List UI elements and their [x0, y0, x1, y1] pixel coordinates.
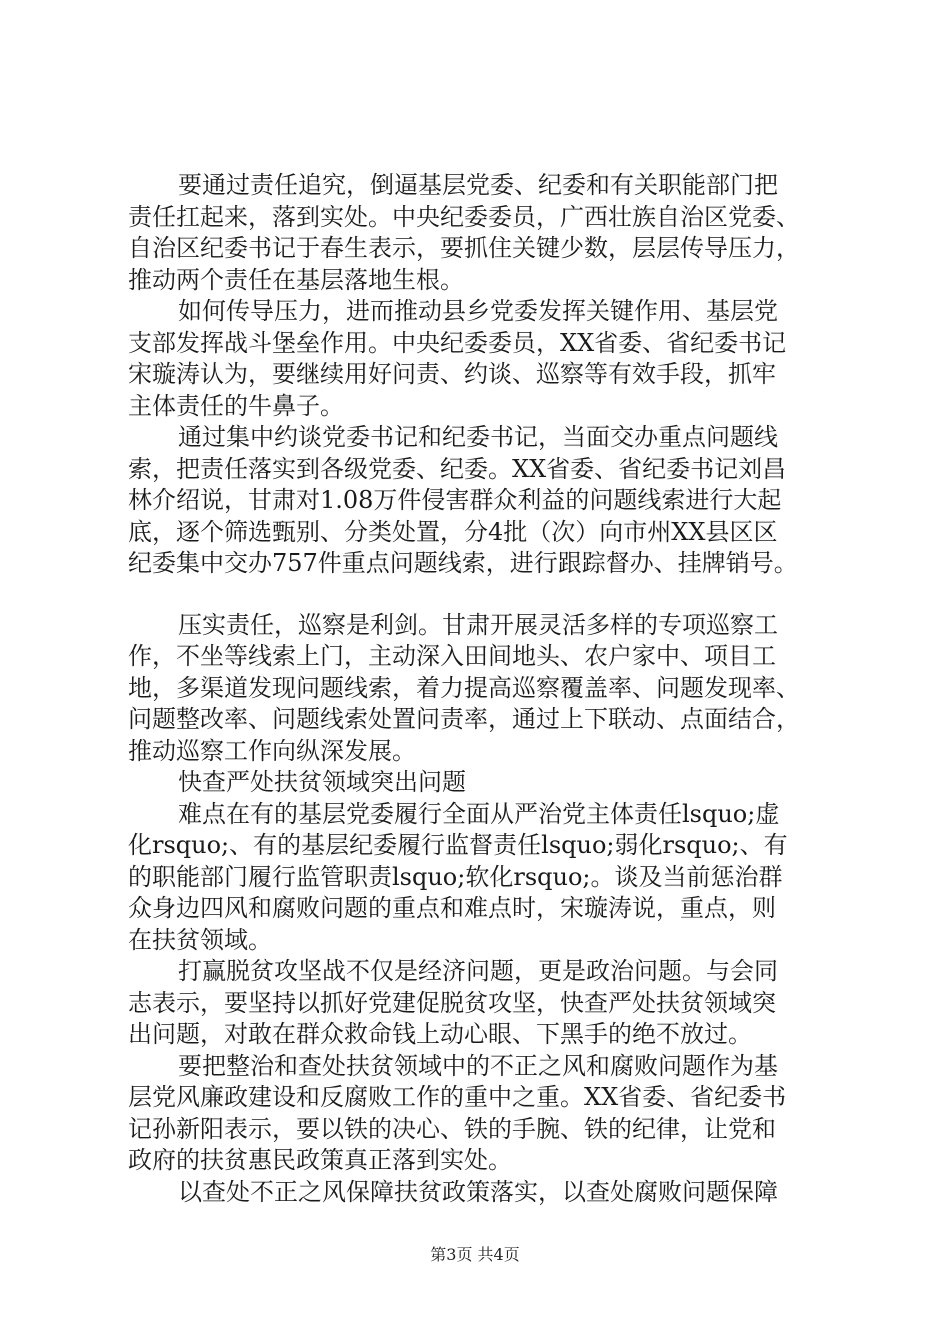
- paragraph-line: 纪委集中交办757件重点问题线索，进行跟踪督办、挂牌销号。: [128, 549, 798, 577]
- section-heading: 快查严处扶贫领域突出问题: [178, 768, 466, 796]
- paragraph-line: 难点在有的基层党委履行全面从严治党主体责任lsquo;虚: [178, 799, 780, 828]
- paragraph-line: 林介绍说，甘肃对1.08万件侵害群众利益的问题线索进行大起: [128, 486, 782, 514]
- paragraph-line: 记孙新阳表示，要以铁的决心、铁的手腕、铁的纪律，让党和: [128, 1114, 776, 1143]
- paragraph-line: 底，逐个筛选甄别、分类处置，分4批（次）向市州XX县区区: [128, 517, 778, 546]
- paragraph-line: 志表示，要坚持以抓好党建促脱贫攻坚，快查严处扶贫领域突: [128, 988, 776, 1017]
- paragraph-line: 主体责任的牛鼻子。: [128, 391, 344, 420]
- paragraph-line: 推动两个责任在基层落地生根。: [128, 265, 464, 294]
- paragraph-gap: [128, 580, 848, 610]
- page-number-footer: 第3页 共4页: [430, 1245, 520, 1264]
- paragraph-line: 问题整改率、问题线索处置问责率，通过上下联动、点面结合，: [128, 705, 800, 733]
- paragraph-line: 自治区纪委书记于春生表示，要抓住关键少数，层层传导压力，: [128, 234, 800, 262]
- paragraph-line: 出问题，对敢在群众救命钱上动心眼、下黑手的绝不放过。: [128, 1020, 752, 1048]
- paragraph-line: 在扶贫领域。: [128, 925, 272, 954]
- paragraph-line: 众身边四风和腐败问题的重点和难点时，宋璇涛说，重点，则: [128, 894, 776, 922]
- paragraph-line: 要把整治和查处扶贫领域中的不正之风和腐败问题作为基: [178, 1051, 778, 1080]
- document-body: [128, 170, 848, 1208]
- paragraph-line: 推动巡察工作向纵深发展。: [128, 736, 416, 765]
- paragraph-line: 打赢脱贫攻坚战不仅是经济问题，更是政治问题。与会同: [178, 957, 778, 985]
- paragraph-line: 的职能部门履行监管职责lsquo;软化rsquo;。谈及当前惩治群: [128, 862, 783, 891]
- paragraph-line: 索，把责任落实到各级党委、纪委。XX省委、省纪委书记刘昌: [128, 454, 787, 483]
- paragraph-line: 要通过责任追究，倒逼基层党委、纪委和有关职能部门把: [178, 171, 778, 199]
- paragraph-line: 层党风廉政建设和反腐败工作的重中之重。XX省委、省纪委书: [128, 1083, 787, 1111]
- paragraph-line: 政府的扶贫惠民政策真正落到实处。: [128, 1146, 512, 1174]
- paragraph-line: 如何传导压力，进而推动县乡党委发挥关键作用、基层党: [178, 297, 778, 325]
- paragraph-line: 作，不坐等线索上门，主动深入田间地头、农户家中、项目工: [128, 642, 776, 670]
- paragraph-line: 宋璇涛认为，要继续用好问责、约谈、巡察等有效手段，抓牢: [128, 360, 776, 388]
- paragraph-line: 化rsquo;、有的基层纪委履行监督责任lsquo;弱化rsquo;、有: [128, 831, 788, 859]
- paragraph-line: 支部发挥战斗堡垒作用。中央纪委委员，XX省委、省纪委书记: [128, 328, 787, 357]
- paragraph-line: 责任扛起来，落到实处。中央纪委委员，广西壮族自治区党委、: [128, 202, 800, 231]
- paragraph-line: 地，多渠道发现问题线索，着力提高巡察覆盖率、问题发现率、: [128, 673, 800, 702]
- paragraph-line: 以查处不正之风保障扶贫政策落实，以查处腐败问题保障: [178, 1177, 778, 1206]
- paragraph-line: 压实责任，巡察是利剑。甘肃开展灵活多样的专项巡察工: [178, 610, 778, 639]
- paragraph-line: 通过集中约谈党委书记和纪委书记，当面交办重点问题线: [178, 423, 778, 451]
